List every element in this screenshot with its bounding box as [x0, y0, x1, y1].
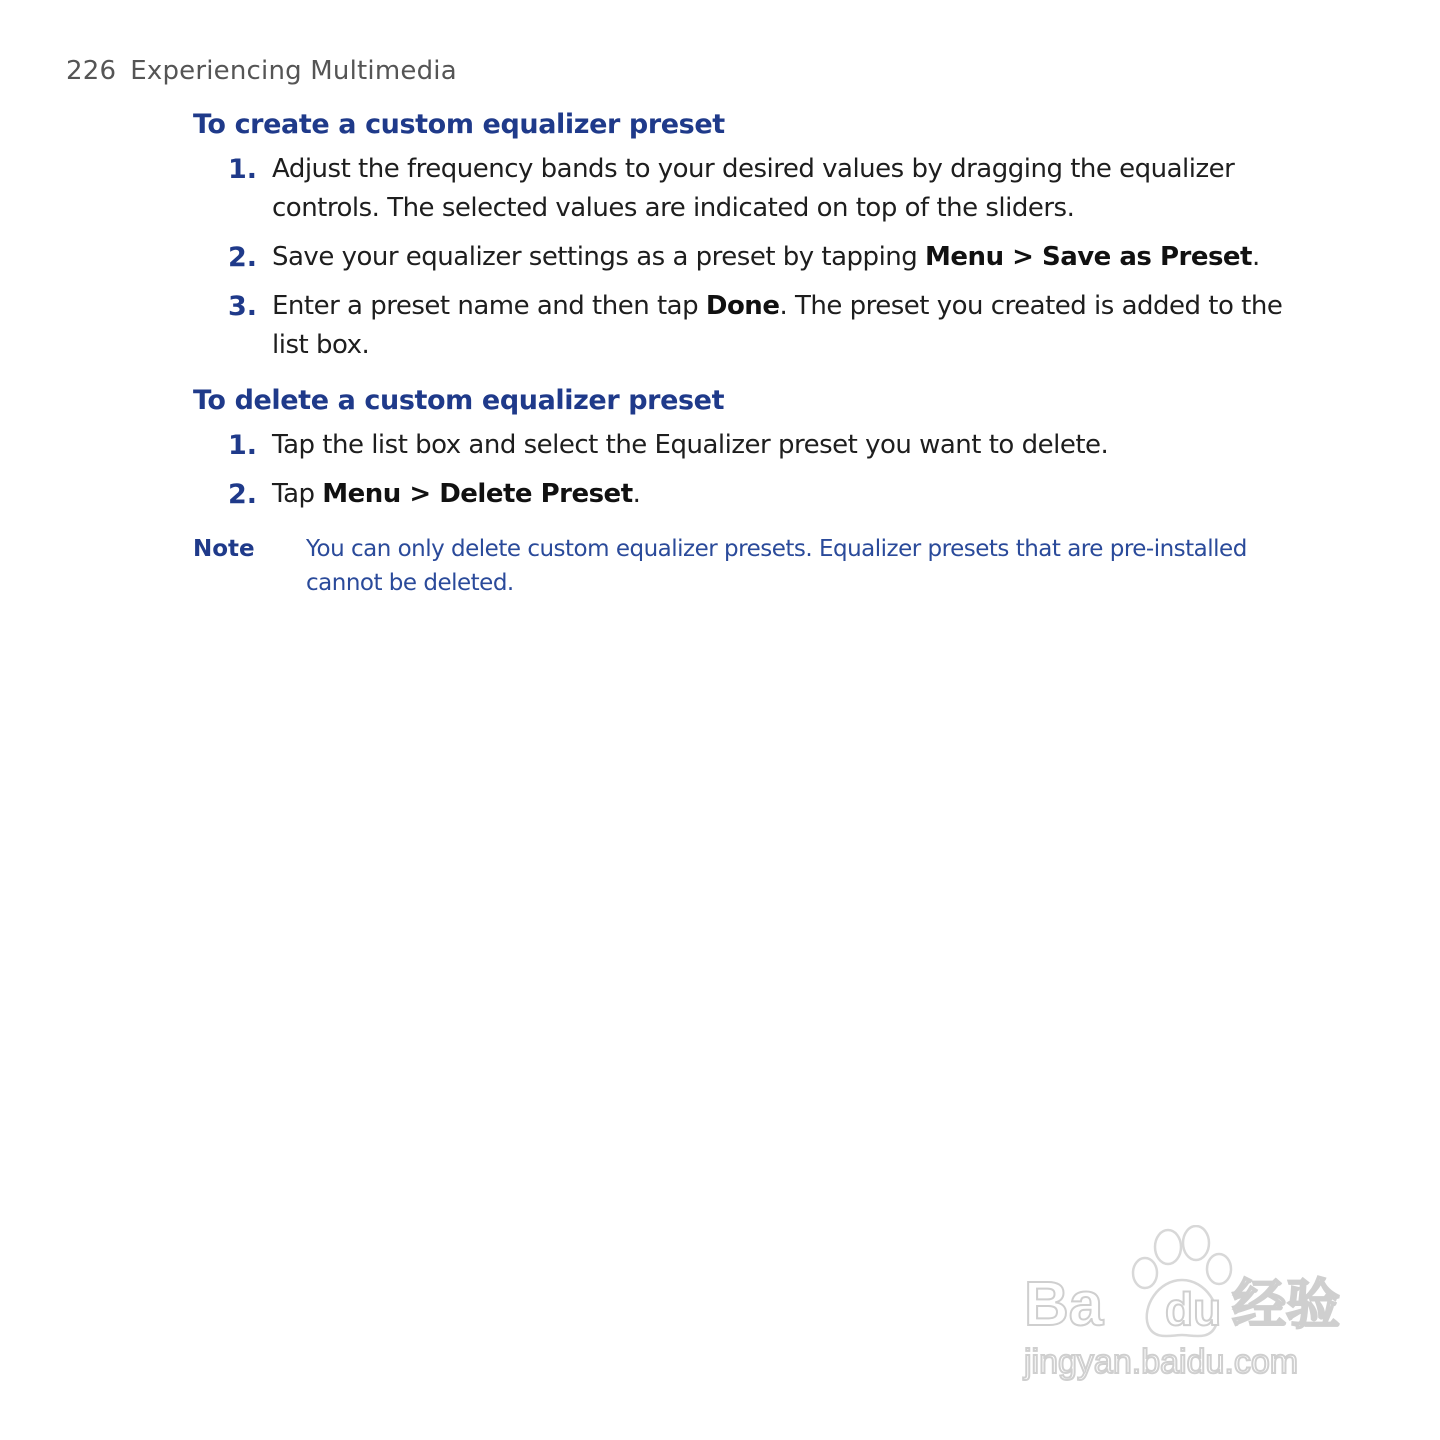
step-text-after: . [632, 479, 641, 509]
step-item [193, 426, 1303, 465]
section-heading: To delete a custom equalizer preset [193, 385, 725, 416]
note-label: Note [193, 536, 255, 562]
step-text: Tap the list box and select the Equalizer preset you want to delete. [272, 430, 1109, 460]
step-number: 1. [228, 430, 258, 461]
menu-path: Menu > Save as Preset [925, 242, 1252, 272]
svg-text:经验: 经验 [1232, 1275, 1340, 1335]
menu-path: Menu > Delete Preset [322, 479, 633, 509]
step-text [272, 475, 640, 514]
step-number: 2. [228, 242, 258, 273]
step-text-before: Tap [272, 479, 323, 509]
page-header [66, 56, 457, 86]
step-number: 3. [228, 291, 258, 322]
step-item [193, 287, 1303, 365]
section-heading: To create a custom equalizer preset [193, 109, 725, 140]
button-name: Done [705, 291, 780, 321]
section-delete-preset [193, 384, 1303, 524]
svg-text:du: du [1165, 1283, 1222, 1335]
step-text [272, 238, 1260, 277]
step-text-before: Save your equalizer settings as a preset by tapping [272, 242, 926, 272]
step-item [193, 238, 1303, 277]
step-text [272, 287, 1303, 365]
step-item [193, 150, 1303, 228]
page-number: 226 [66, 56, 117, 86]
step-text-after: . The preset you created is added to the list box. [272, 291, 1283, 360]
step-number: 2. [228, 479, 258, 510]
svg-text:Ba: Ba [1024, 1270, 1104, 1339]
steps-list [193, 150, 1303, 365]
note-block [193, 532, 1303, 600]
svg-text:jingyan.baidu.com: jingyan.baidu.com [1024, 1343, 1299, 1381]
step-number: 1. [228, 154, 258, 185]
steps-list [193, 426, 1303, 514]
note-text: You can only delete custom equalizer presets. Equalizer presets that are pre-installed cannot be deleted. [306, 536, 1247, 596]
step-text-before: Enter a preset name and then tap [272, 291, 706, 321]
baidu-watermark-logo [1020, 1225, 1360, 1395]
section-create-preset [193, 108, 1303, 375]
step-item [193, 475, 1303, 514]
step-text: Adjust the frequency bands to your desired values by dragging the equalizer controls. The selected values are indicated on top of the sliders. [272, 154, 1235, 223]
chapter-title: Experiencing Multimedia [130, 56, 457, 86]
step-text-after: . [1252, 242, 1260, 272]
